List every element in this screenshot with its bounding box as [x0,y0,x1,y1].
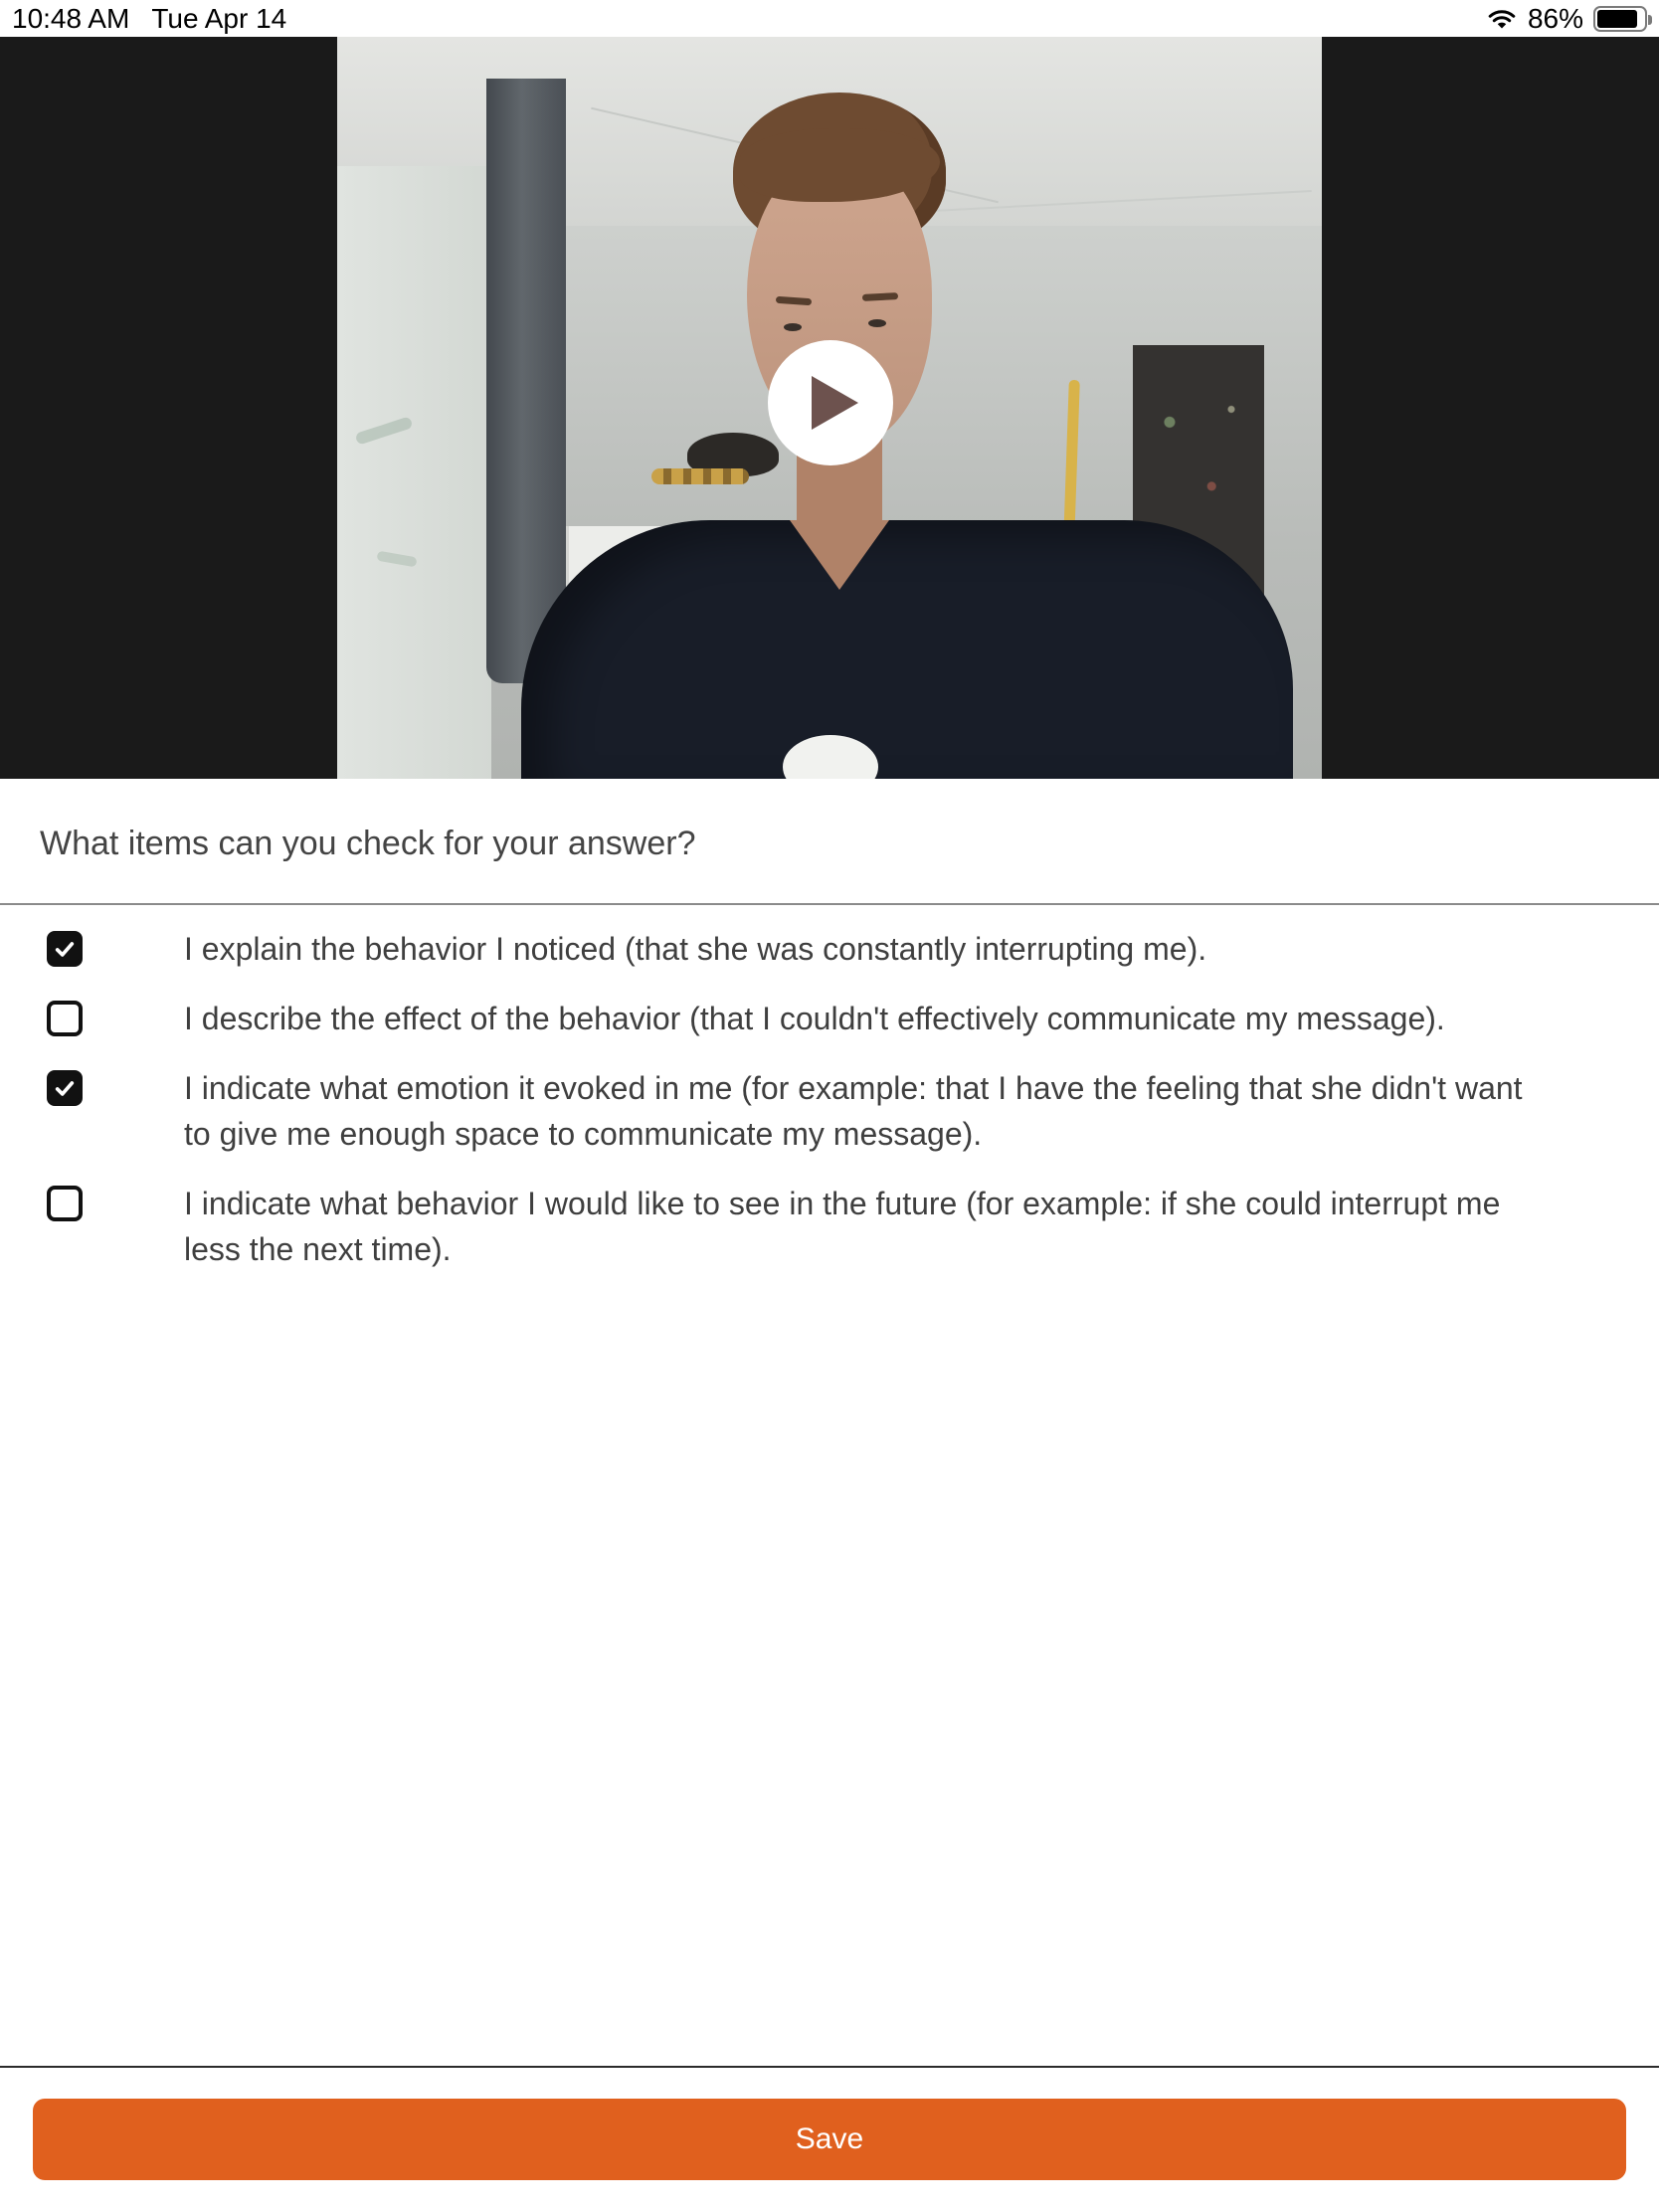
checkbox-2[interactable] [47,1001,83,1036]
wifi-icon [1486,7,1518,31]
status-bar [0,0,1659,37]
person-eye [868,319,886,327]
footer-divider [0,2066,1659,2068]
checkbox-3[interactable] [47,1070,83,1106]
checklist-item-2[interactable] [47,996,1579,1041]
checklist-item-label: I indicate what emotion it evoked in me (for example: that I have the feeling that she didn't want to give me enough space to communicate my message). [184,1070,1523,1152]
status-left [12,3,286,35]
person-hoodie [521,520,1293,779]
video-player[interactable] [0,37,1659,779]
checklist-item-label: I describe the effect of the behavior (that I couldn't effectively communicate my message). [184,1001,1445,1036]
checkmark-icon [54,938,76,960]
checkbox-1[interactable] [47,931,83,967]
play-button[interactable] [768,340,893,465]
divider [0,903,1659,905]
checklist-item-label: I explain the behavior I noticed (that she was constantly interrupting me). [184,931,1207,967]
person-eye [784,323,802,331]
video-thumbnail[interactable] [337,37,1322,779]
battery-fill [1597,10,1637,28]
status-date: Tue Apr 14 [151,2,287,34]
status-right [1486,3,1647,35]
status-time: 10:48 AM [12,2,130,34]
video-bg-scarf [651,468,749,484]
checklist-item-1[interactable] [47,926,1579,972]
video-bg-yellow-pole [1063,380,1080,541]
battery-percent: 86% [1527,2,1583,34]
video-bg-window [337,166,491,779]
checklist-item-label: I indicate what behavior I would like to see in the future (for example: if she could interrupt me less the next time). [184,1186,1501,1267]
question-title: What items can you check for your answer? [40,825,696,862]
checklist [47,926,1579,1296]
battery-nub [1648,15,1652,25]
checklist-item-3[interactable] [47,1065,1579,1157]
play-icon [812,376,858,430]
checkmark-icon [54,1077,76,1099]
checklist-item-4[interactable] [47,1181,1579,1272]
battery-icon [1593,6,1647,32]
checkbox-4[interactable] [47,1186,83,1221]
save-button-label: Save [795,2122,864,2155]
video-bg-curtain [486,79,566,683]
save-button[interactable] [33,2099,1626,2180]
